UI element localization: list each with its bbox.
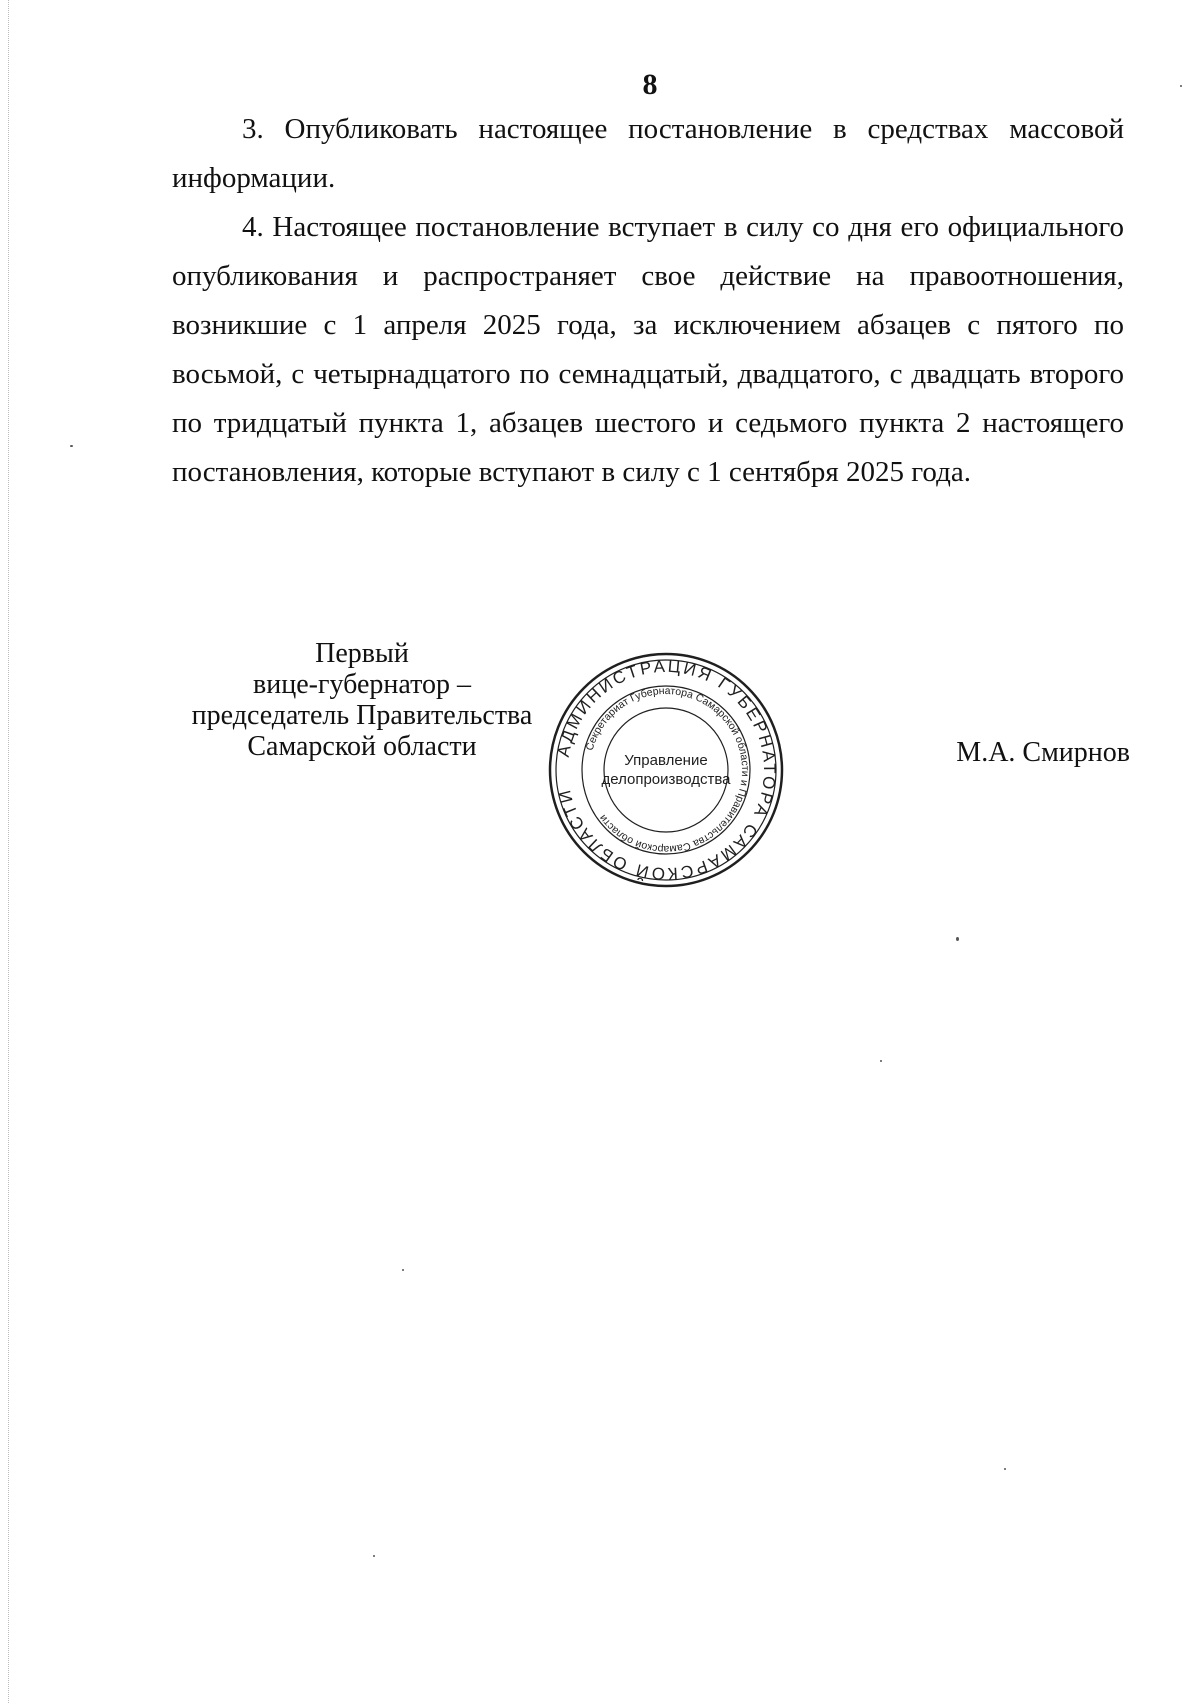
scan-speck — [402, 1269, 404, 1271]
scan-speck — [956, 937, 959, 941]
stamp-center-line-2: делопроизводства — [601, 771, 731, 788]
official-seal-stamp — [546, 650, 786, 890]
signatory-title-line: вице-губернатор – — [253, 669, 471, 700]
signatory-title — [152, 638, 572, 762]
signatory-title-line: Первый — [315, 638, 409, 669]
scan-speck — [70, 445, 73, 447]
scan-speck — [373, 1555, 375, 1557]
signatory-title-line: Самарской области — [247, 731, 477, 762]
stamp-graphic — [546, 650, 786, 890]
scan-edge — [0, 0, 9, 1703]
stamp-center-line-1: Управление — [624, 752, 708, 769]
page-number: 8 — [642, 68, 658, 101]
document-body — [172, 105, 1124, 497]
signatory-title-line: председатель Правительства — [191, 700, 533, 731]
scan-speck — [880, 1060, 882, 1062]
paragraph-3: 3. Опубликовать настоящее постановление в средствах массовой информации. — [172, 113, 1124, 194]
paragraph-4: 4. Настоящее постановление вступает в силу со дня его официального опубликования и распространяет свое действие на правоотношения, возникшие с 1 апреля 2025 года, за исключением абзацев с пятого по восьмой, с четырнадцатого по семнадцатый, двадцатого, с двадцать второго по тридцатый пункта 1, абзацев шестого и седьмого пункта 2 настоящего постановления, которые вступают в силу с 1 сентября 2025 года. — [172, 211, 1124, 488]
stamp-outer-text: АДМИНИСТРАЦИЯ ГУБЕРНАТОРА САМАРСКОЙ ОБЛАСТИ — [553, 656, 780, 884]
stamp-inner-text: Секретариат Губернатора Самарской области и Правительства Самарской области — [583, 684, 752, 856]
scan-speck — [1004, 1468, 1006, 1470]
scan-speck — [1180, 85, 1182, 87]
signatory-name: М.А. Смирнов — [956, 737, 1130, 768]
